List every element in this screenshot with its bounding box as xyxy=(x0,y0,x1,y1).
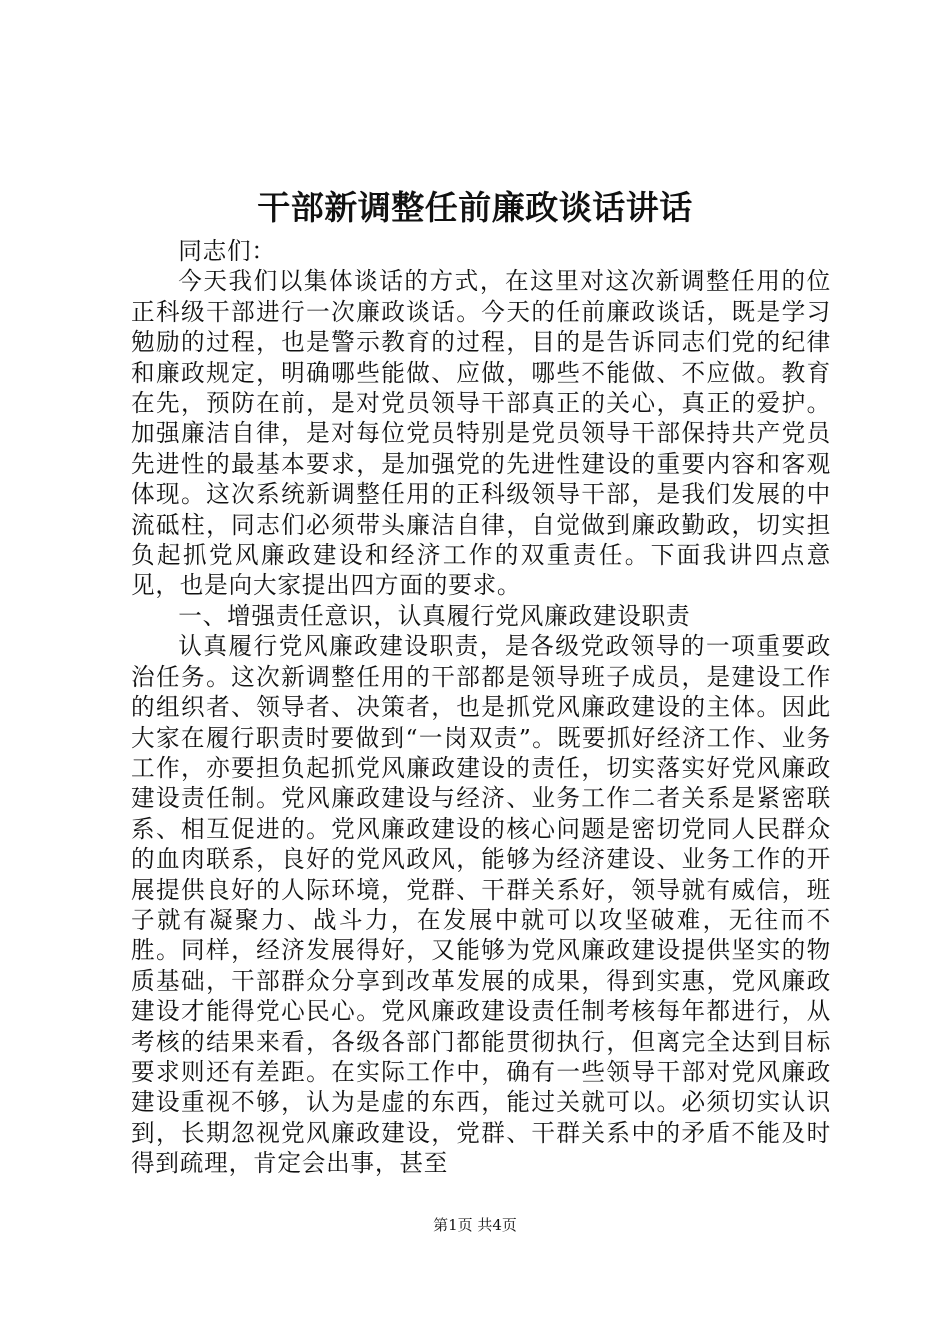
document-title: 干部新调整任前廉政谈话讲话 xyxy=(257,188,693,227)
body-paragraph: 认真履行党风廉政建设职责，是各级党政领导的一项重要政治任务。这次新调整任用的干部都是领导班子成员，是建设工作的组织者、领导者、决策者，也是抓党风廉政建设的主体。因此大家在履行职责时要做到“一岗双责”。既要抓好经济工作、业务工作，亦要担负起抓党风廉政建设的责任，切实落实好党风廉政建设责任制。党风廉政建设与经济、业务工作二者关系是紧密联系、相互促进的。党风廉政建设的核心问题是密切党同人民群众的血肉联系，良好的党风政风，能够为经济建设、业务工作的开展提供良好的人际环境，党群、干群关系好，领导就有威信，班子就有凝聚力、战斗力，在发展中就可以攻坚破难，无往而不胜。同样，经济发展得好，又能够为党风廉政建设提供坚实的物质基础，干部群众分享到改革发展的成果，得到实惠，党风廉政建设才能得党心民心。党风廉政建设责任制考核每年都进行，从考核的结果来看，各级各部门都能贯彻执行，但离完全达到目标要求则还有差距。在实际工作中，确有一些领导干部对党风廉政建设重视不够，认为是虚的东西，能过关就可以。必须切实认识到，长期忽视党风廉政建设，党群、干群关系中的矛盾不能及时得到疏理，肯定会出事，甚至 xyxy=(131,632,831,1178)
page-footer: 第1页 共4页 xyxy=(433,1216,517,1234)
section-heading: 一、增强责任意识，认真履行党风廉政建设职责 xyxy=(178,601,691,630)
document-body xyxy=(131,236,831,1179)
body-paragraph: 今天我们以集体谈话的方式，在这里对这次新调整任用的位正科级干部进行一次廉政谈话。今天的任前廉政谈话，既是学习勉励的过程，也是警示教育的过程，目的是告诉同志们党的纪律和廉政规定，明确哪些能做、应做，哪些不能做、不应做。教育在先，预防在前，是对党员领导干部真正的关心，真正的爱护。加强廉洁自律，是对每位党员特别是党员领导干部保持共产党员先进性的最基本要求，是加强党的先进性建设的重要内容和客观体现。这次系统新调整任用的正科级领导干部，是我们发展的中流砥柱，同志们必须带头廉洁自律，自觉做到廉政勤政，切实担负起抓党风廉政建设和经济工作的双重责任。下面我讲四点意见，也是向大家提出四方面的要求。 xyxy=(131,267,831,600)
salutation: 同志们： xyxy=(178,237,276,265)
